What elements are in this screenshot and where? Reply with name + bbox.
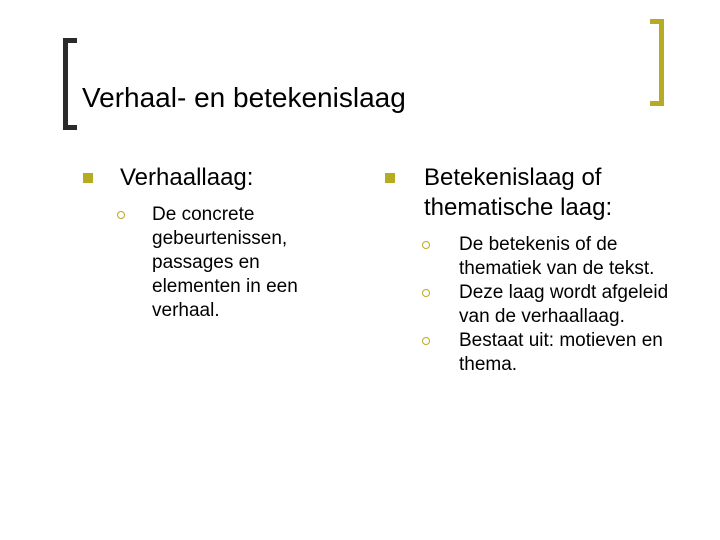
right-sub-list <box>384 233 684 377</box>
list-item <box>384 329 684 377</box>
left-column <box>82 163 372 323</box>
square-bullet-icon <box>83 173 93 183</box>
list-item-text: De concrete gebeurtenissen, passages en elementen in een verhaal. <box>152 204 298 321</box>
left-heading: Verhaallaag: <box>120 164 254 191</box>
square-bullet-icon <box>385 173 395 183</box>
list-item <box>82 203 372 323</box>
right-heading-item <box>384 163 684 223</box>
ring-bullet-icon <box>422 289 430 297</box>
list-item-text: Deze laag wordt afgeleid van de verhaallaag. <box>459 282 669 327</box>
ring-bullet-icon <box>422 241 430 249</box>
list-item-text: Bestaat uit: motieven en thema. <box>459 330 663 375</box>
right-bracket-decoration <box>650 19 664 106</box>
list-item <box>384 233 684 281</box>
slide-title: Verhaal- en betekenislaag <box>82 82 406 113</box>
left-bracket-decoration <box>63 38 77 130</box>
ring-bullet-icon <box>422 337 430 345</box>
left-sub-list <box>82 203 372 323</box>
list-item-text: De betekenis of de thematiek van de tekst. <box>459 234 655 279</box>
right-column <box>384 163 684 377</box>
list-item <box>384 281 684 329</box>
ring-bullet-icon <box>117 211 125 219</box>
right-heading: Betekenislaag of thematische laag: <box>424 164 613 221</box>
left-heading-item <box>82 163 372 193</box>
